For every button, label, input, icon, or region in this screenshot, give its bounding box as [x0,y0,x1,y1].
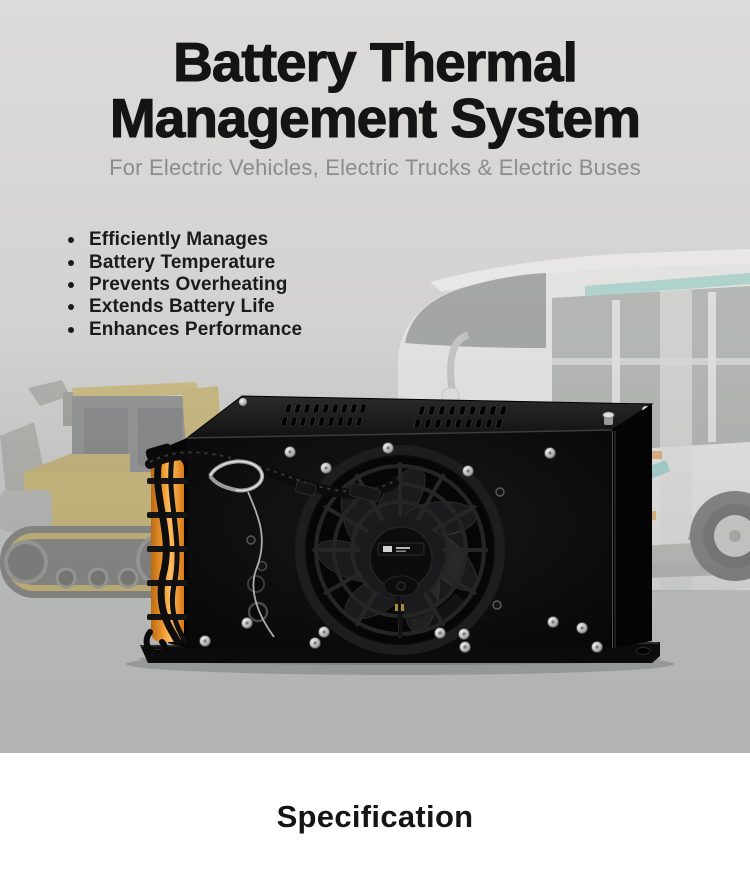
feature-label: Battery Temperature [89,251,276,273]
title-line-1: Battery Thermal [173,31,577,93]
page-title [0,31,750,149]
feature-label: Extends Battery Life [89,296,275,318]
thermal-management-unit [140,396,660,663]
feature-label: Enhances Performance [89,318,303,340]
hub-label [383,546,392,552]
subtitle: For Electric Vehicles, Electric Trucks & Electric Buses [109,155,641,180]
specification-heading: Specification [276,799,474,834]
top-knob [603,412,614,425]
product-scene-svg [0,240,750,753]
title-line-2: Management System [109,87,641,149]
coolant-hose-orange [145,443,188,655]
feature-label: Efficiently Manages [89,229,269,251]
top-screw [239,398,247,406]
unit-right-side [612,404,652,648]
specification-section [0,753,750,885]
product-photo [0,240,750,753]
feature-label: Prevents Overheating [89,273,288,295]
